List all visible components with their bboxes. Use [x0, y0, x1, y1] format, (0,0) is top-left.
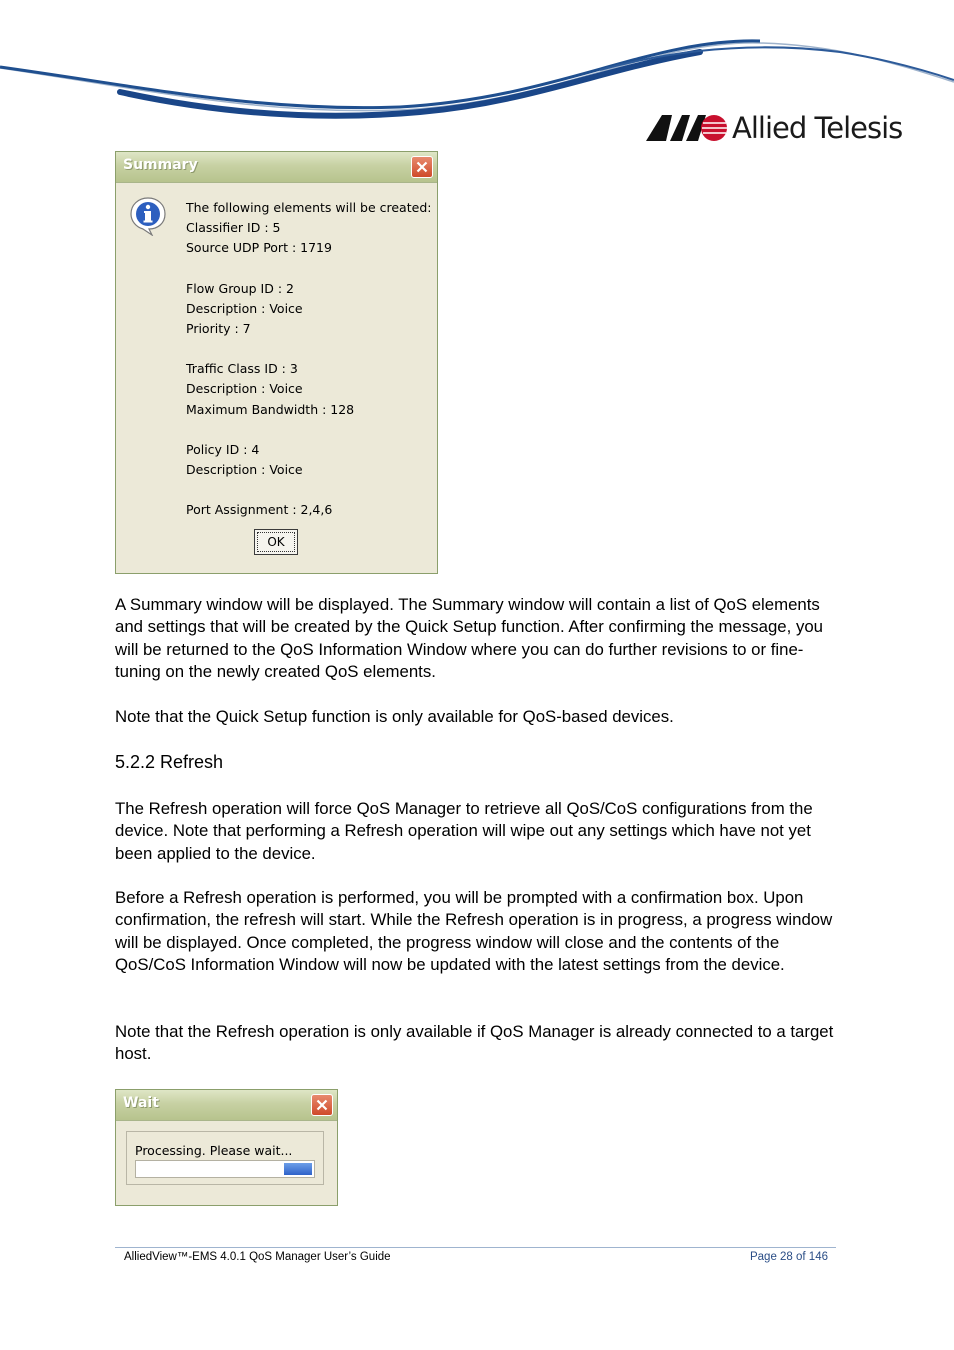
ok-button[interactable]	[254, 529, 298, 555]
wait-title: Wait	[123, 1095, 159, 1111]
footer-page-number: Page 28 of 146	[749, 1251, 828, 1263]
summary-line: Maximum Bandwidth : 128	[186, 401, 355, 417]
summary-spacer	[186, 480, 431, 500]
summary-line: Priority : 7	[186, 320, 251, 336]
paragraph-quick-setup-note: Note that the Quick Setup function is only available for QoS-based devices.	[115, 707, 674, 726]
wait-close-button[interactable]	[311, 1094, 333, 1116]
summary-content	[186, 198, 431, 520]
summary-line: Description : Voice	[186, 381, 303, 397]
paragraph-refresh-process: Before a Refresh operation is performed, you will be prompted with a confirmation box. Upon confirmation, the refresh will start. While the Refresh operation is in progress, a progress window will be displayed. Once completed, the progress window will close and the contents of the QoS/CoS Information Window will now be updated with the latest settings from the device.	[115, 888, 833, 974]
summary-line: The following elements will be created:	[186, 200, 432, 215]
footer-divider	[115, 1247, 836, 1248]
summary-spacer	[186, 259, 431, 279]
close-icon	[416, 161, 428, 173]
summary-spacer	[186, 420, 431, 440]
summary-spacer	[186, 339, 431, 359]
summary-line: Description : Voice	[186, 461, 303, 477]
summary-close-button[interactable]	[411, 156, 433, 178]
summary-line: Classifier ID : 5	[186, 220, 281, 236]
summary-line: Flow Group ID : 2	[186, 280, 294, 296]
allied-telesis-logo-icon	[646, 113, 728, 143]
info-icon	[129, 196, 167, 236]
wait-dialog	[115, 1089, 338, 1206]
summary-line: Port Assignment : 2,4,6	[186, 502, 333, 518]
progress-bar	[135, 1160, 315, 1178]
paragraph-refresh-description: The Refresh operation will force QoS Manager to retrieve all QoS/CoS configurations from the device. Note that performing a Refresh operation will wipe out any settings which have not yet been applied to the device.	[115, 799, 813, 863]
summary-line: Traffic Class ID : 3	[186, 361, 298, 377]
close-icon	[316, 1099, 328, 1111]
summary-dialog	[115, 151, 438, 574]
logo-text: Allied Telesis	[732, 111, 903, 145]
summary-titlebar[interactable]	[116, 152, 437, 183]
summary-line: Description : Voice	[186, 300, 303, 316]
summary-line: Source UDP Port : 1719	[186, 240, 332, 256]
paragraph-refresh-note: Note that the Refresh operation is only available if QoS Manager is already connected to a target host.	[115, 1022, 834, 1064]
wait-titlebar[interactable]	[116, 1090, 337, 1121]
paragraph-summary-description: A Summary window will be displayed. The Summary window will contain a list of QoS elements and settings that will be created by the Quick Setup function. After confirming the message, you will be returned to the QoS Information Window where you can do further revisions to or fine-tuning on the newly created QoS elements.	[115, 595, 823, 681]
progress-fill	[284, 1163, 312, 1175]
allied-telesis-logo	[646, 108, 902, 148]
ok-button-label: OK	[257, 532, 295, 552]
wait-message: Processing. Please wait...	[135, 1143, 293, 1158]
section-heading: 5.2.2 Refresh	[115, 752, 224, 772]
footer-document-title: AlliedView™-EMS 4.0.1 QoS Manager User’s Guide	[124, 1251, 391, 1263]
summary-line: Policy ID : 4	[186, 441, 260, 457]
wait-group-box	[126, 1131, 324, 1185]
summary-title: Summary	[123, 157, 198, 173]
